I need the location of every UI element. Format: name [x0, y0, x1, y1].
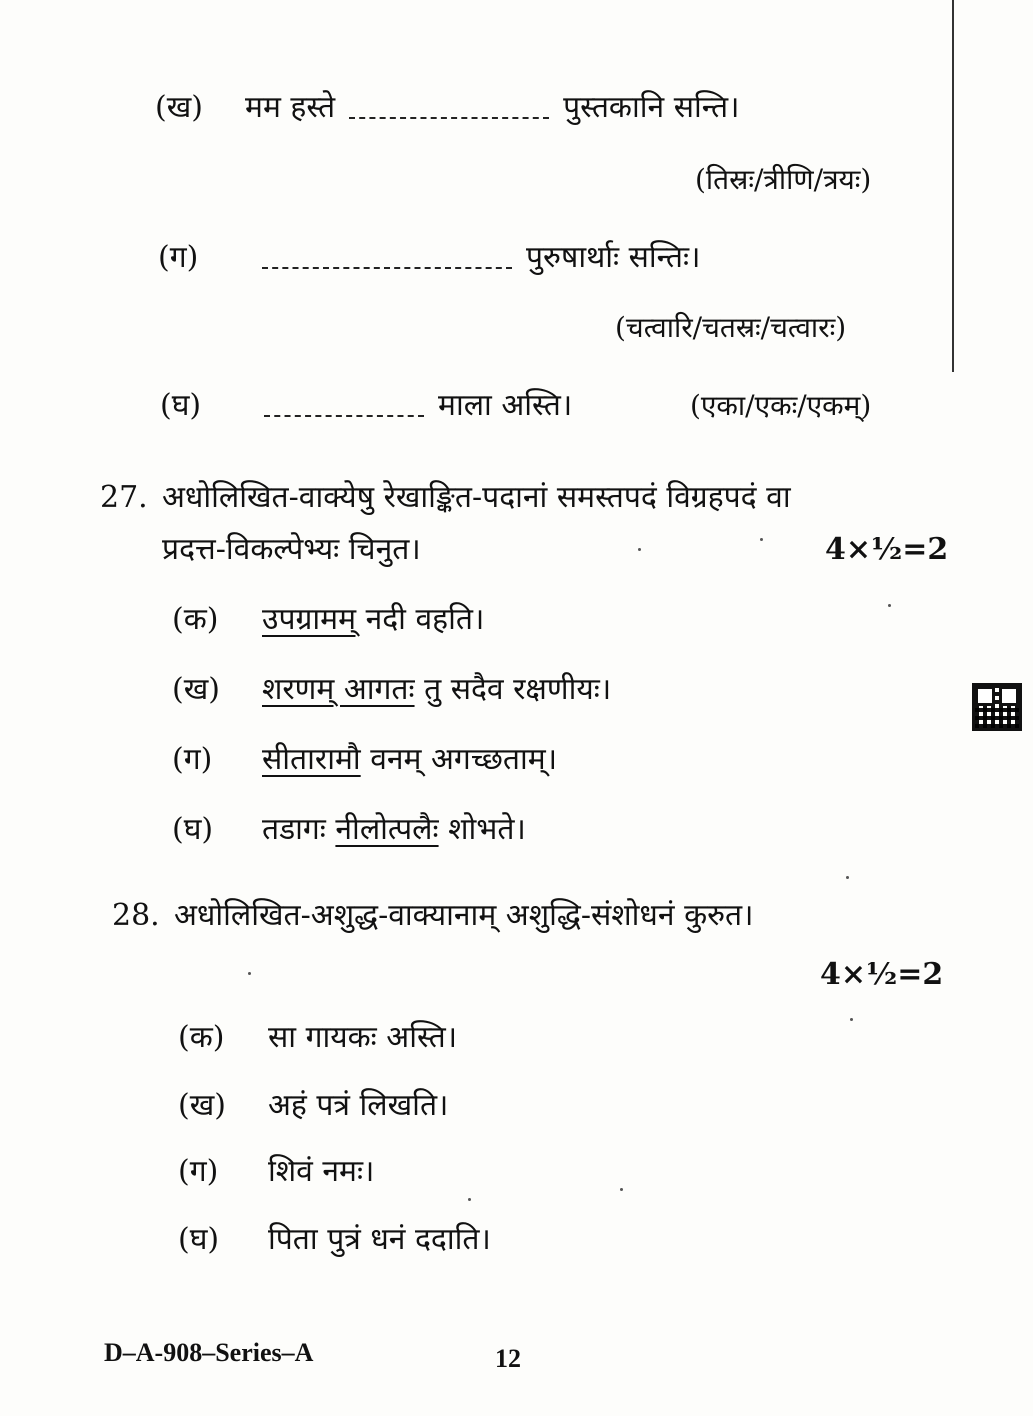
- q26-ga-blank[interactable]: [262, 249, 512, 269]
- q26-kha-blank[interactable]: [349, 99, 549, 119]
- q28-text-line1: अधोलिखित-अशुद्ध-वाक्यानाम् अशुद्धि-संशोधनं कुरुत।: [174, 898, 754, 933]
- q28-item-gha-label: (घ): [178, 1222, 220, 1257]
- q27-item-kha-underlined: शरणम् आगतः: [262, 672, 415, 707]
- q26-kha-line: [155, 88, 739, 128]
- q27-item-ga-rest: वनम् अगच्छताम्।: [360, 742, 558, 777]
- q28-item-ka: [178, 1018, 457, 1058]
- q27-number: 27.: [100, 480, 148, 515]
- qr-code: [972, 683, 1022, 731]
- q26-gha-options: (एका/एकः/एकम्): [690, 389, 872, 422]
- scan-speck: [248, 972, 251, 975]
- q28-item-gha: [178, 1220, 491, 1260]
- scan-speck: [888, 604, 891, 607]
- q27-item-kha-label: (ख): [172, 672, 220, 707]
- margin-rule: [952, 0, 954, 372]
- q27-item-ka-rest: नदी वहति।: [356, 602, 485, 637]
- q27-item-ga: [172, 740, 557, 780]
- q28-item-kha-text: अहं पत्रं लिखति।: [268, 1088, 449, 1123]
- footer-page-number: 12: [495, 1344, 521, 1373]
- scan-speck: [468, 1198, 471, 1201]
- q26-ga-label: (ग): [158, 240, 199, 275]
- q27-item-ga-label: (ग): [172, 742, 213, 777]
- q28-item-gha-text: पिता पुत्रं धनं ददाति।: [268, 1222, 491, 1257]
- q26-ga-options: (चत्वारि/चतस्रः/चत्वारः): [615, 311, 847, 344]
- q26-gha-line: [160, 386, 572, 426]
- q27-item-kha: [172, 670, 611, 710]
- q27-heading: [100, 478, 791, 518]
- scan-speck: [850, 1018, 853, 1021]
- q26-gha-blank[interactable]: [264, 397, 424, 417]
- q27-text-line2: प्रदत्त-विकल्पेभ्यः चिनुत।: [162, 532, 421, 567]
- scan-speck: [620, 1188, 623, 1191]
- q28-item-ga-label: (ग): [178, 1154, 219, 1189]
- q27-item-kha-rest: तु सदैव रक्षणीयः।: [414, 672, 612, 707]
- q28-item-kha: [178, 1086, 448, 1126]
- q27-item-gha-underlined: नीलोत्पलैः: [335, 812, 439, 847]
- q27-text-line1: अधोलिखित-वाक्येषु रेखाङ्कित-पदानां समस्तपदं विग्रहपदं वा: [162, 480, 791, 515]
- q28-marks: 4×½=2: [820, 957, 944, 992]
- scan-speck: [760, 538, 763, 541]
- q28-item-ga-text: शिवं नमः।: [268, 1154, 375, 1189]
- q26-kha-options: (तिस्रः/त्रीणि/त्रयः): [695, 163, 872, 196]
- q26-kha-label: (ख): [155, 90, 203, 125]
- q26-gha-after: माला अस्ति।: [438, 388, 573, 423]
- scan-speck: [638, 548, 641, 551]
- q28-item-kha-label: (ख): [178, 1088, 226, 1123]
- q26-kha-before: मम हस्ते: [245, 90, 336, 125]
- footer-series-code: D–A-908–Series–A: [104, 1338, 314, 1367]
- q28-number: 28.: [112, 898, 160, 933]
- scan-speck: [846, 876, 849, 879]
- q26-ga-line: [158, 238, 700, 278]
- q27-item-gha-label: (घ): [172, 812, 214, 847]
- q27-item-gha-rest: शोभते।: [438, 812, 526, 847]
- q26-ga-after: पुरुषार्थाः सन्तिः।: [526, 240, 701, 275]
- q27-item-ka-underlined: उपग्रामम्: [262, 602, 357, 637]
- q28-item-ka-label: (क): [178, 1020, 225, 1055]
- q26-kha-after: पुस्तकानि सन्ति।: [563, 90, 740, 125]
- q27-item-ka: [172, 600, 484, 640]
- q27-marks: 4×½=2: [825, 532, 949, 567]
- q26-gha-label: (घ): [160, 388, 202, 423]
- q28-item-ka-text: सा गायकः अस्ति।: [268, 1020, 458, 1055]
- q27-item-gha-prefix: तडागः: [262, 812, 336, 847]
- q27-item-ga-underlined: सीतारामौ: [262, 742, 361, 777]
- q27-item-ka-label: (क): [172, 602, 219, 637]
- q27-item-gha: [172, 810, 526, 850]
- q28-item-ga: [178, 1152, 374, 1192]
- q28-heading: [112, 896, 754, 936]
